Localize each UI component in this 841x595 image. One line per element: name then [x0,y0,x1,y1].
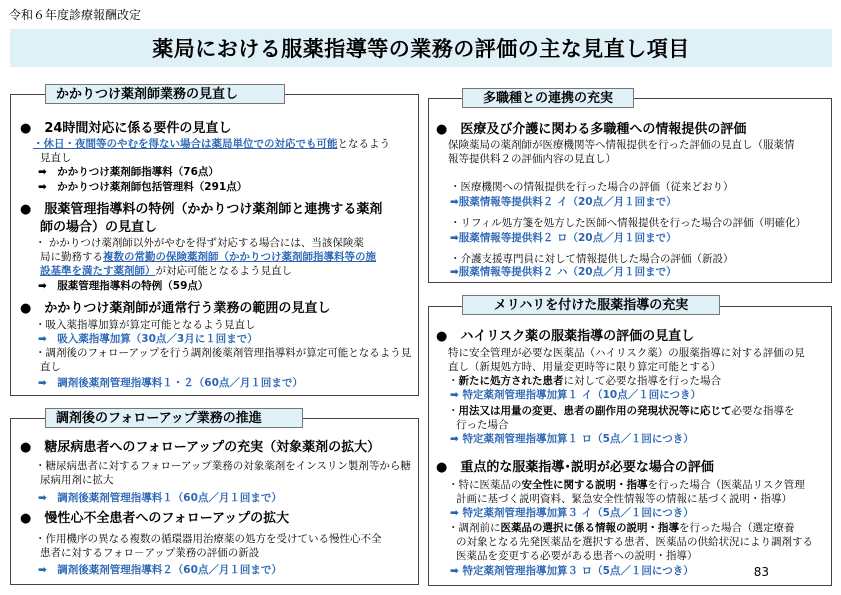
merihari-s2-line2: 計画に基づく説明資料、緊急安全性情報等の情報に基づく説明・指導） [456,493,792,505]
kakaritsuke-s2-line1: ・ かかりつけ薬剤師以外がやむを得ず対応する場合には、当該保険薬 [35,237,364,249]
kakaritsuke-s3-line1: ・吸入薬指導加算が算定可能となるよう見直し [35,319,256,331]
merihari-s2-point1: ➡ 特定薬剤管理指導加算３ イ（5点／１回につき） [450,507,694,519]
followup-s2-heading: ● 慢性心不全患者へのフォローアップの拡大 [20,511,290,526]
merihari-s1-line4 [448,404,795,418]
merihari-s1-line4-bullet: ・ [448,405,459,417]
merihari-s1-line3-emphasis: 新たに処方された患者 [458,375,564,387]
kakaritsuke-s1-line1-highlight: ・休日・夜間等のやむを得ない場合は薬局単位での対応でも可能 [33,138,338,150]
merihari-s2-line3-rest: を行った場合（選定療養 [679,522,795,534]
kakaritsuke-s1-point2: ➡ かかりつけ薬剤師包括管理料（291点） [38,181,248,193]
revision-year-label: 令和６年度診療報酬改定 [9,8,142,22]
merihari-s2-heading: ● 重点的な服薬指導･説明が必要な場合の評価 [436,460,714,475]
tashokushu-item1: ・医療機関への情報提供を行った場合の評価（従来どおり） [450,181,734,193]
kakaritsuke-s2-line2 [40,250,376,264]
tashokushu-point3: ➡服薬情報等提供料２ ハ（20点／月１回まで） [450,266,677,278]
merihari-s2-line3-emphasis: 医薬品の選択に係る情報の説明・指導 [500,522,679,534]
followup-s2-line1: ・作用機序の異なる複数の循環器用治療薬の処方を受けている慢性心不全 [35,533,382,545]
merihari-s1-line3-bullet: ・ [448,375,459,387]
merihari-s2-line1-rest: を行った場合（医薬品リスク管理 [647,479,805,491]
kakaritsuke-s2-heading-1: ● 服薬管理指導料の特例（かかりつけ薬剤師と連携する薬剤 [20,202,383,217]
merihari-s2-line3 [448,521,795,535]
merihari-s2-line1 [448,478,805,492]
merihari-s1-line2: 直し（新規処方時、用量変更時等に限り算定可能とする） [448,361,721,373]
merihari-s2-line1-emphasis: 安全性に関する説明・指導 [521,479,648,491]
followup-s1-point1: ➡ 調剤後薬剤管理指導料１（60点／月１回まで） [38,492,282,504]
merihari-s2-line3-lead: ・調剤前に [448,522,501,534]
page-number: 83 [753,565,769,579]
kakaritsuke-s1-point1: ➡ かかりつけ薬剤師指導料（76点） [38,166,219,178]
page-title: 薬局における服薬指導等の業務の評価の主な見直し項目 [152,37,690,61]
tashokushu-s1-heading: ● 医療及び介護に関わる多職種への情報提供の評価 [436,122,747,137]
merihari-s1-line4-emphasis: 用法又は用量の変更、患者の副作用の発現状況等に応じて [458,405,732,417]
merihari-s1-line4-rest: 必要な指導を [731,405,795,417]
kakaritsuke-s2-line3-rest: が対応可能となるよう見直し [155,265,292,277]
merihari-s1-line1: 特に安全管理が必要な医薬品（ハイリスク薬）の服薬指導に対する評価の見 [448,347,805,359]
merihari-s1-point2: ➡ 特定薬剤管理指導加算１ ロ（5点／１回につき） [450,433,694,445]
tashokushu-point1: ➡服薬情報等提供料２ イ（20点／月１回まで） [450,196,677,208]
kakaritsuke-s1-line2: 見直し [40,152,72,164]
merihari-s1-line3-rest: に対して必要な指導を行った場合 [563,375,721,387]
followup-s2-point1: ➡ 調剤後薬剤管理指導料２（60点／月１回まで） [38,564,282,576]
merihari-s1-point1: ➡ 特定薬剤管理指導加算１ イ（10点／１回につき） [450,389,702,401]
tashokushu-point2: ➡服薬情報等提供料２ ロ（20点／月１回まで） [450,232,677,244]
followup-s1-heading: ● 糖尿病患者へのフォローアップの充実（対象薬剤の拡大） [20,440,381,455]
kakaritsuke-s3-point1: ➡ 吸入薬指導加算（30点／3月に１回まで） [38,333,258,345]
followup-box-title: 調剤後のフォローアップ業務の推進 [45,408,303,428]
tashokushu-s1-line2: 報等提供料２の評価内容の見直し） [448,153,616,165]
tashokushu-s1-line1: 保険薬局の薬剤師が医療機関等へ情報提供を行った評価の見直し（服薬情 [448,139,795,151]
merihari-s2-line5: 医薬品を変更する必要がある患者への説明・指導） [456,550,698,562]
kakaritsuke-s3-line3: 直し [40,361,61,373]
kakaritsuke-s2-line2-lead: 局に勤務する [40,251,103,263]
tashokushu-box-title: 多職種との連携の充実 [462,88,634,108]
kakaritsuke-s3-point2: ➡ 調剤後薬剤管理指導料１・２（60点／月１回まで） [38,377,303,389]
kakaritsuke-s2-line2-highlight: 複数の常勤の保険薬剤師（かかりつけ薬剤師指導料等の施 [103,251,376,263]
kakaritsuke-s2-heading-2: 師の場合）の見直し [40,220,158,235]
followup-s1-line1: ・糖尿病患者に対するフォローアップ業務の対象薬剤をインスリン製剤等から糖 [35,460,411,472]
kakaritsuke-s2-line3 [40,264,292,278]
kakaritsuke-s1-heading: ● 24時間対応に係る要件の見直し [20,121,232,136]
tashokushu-item2: ・リフィル処方箋を処方した医師へ情報提供を行った場合の評価（明確化） [450,217,807,229]
kakaritsuke-box-title: かかりつけ薬剤師業務の見直し [45,84,285,104]
tashokushu-item3: ・介護支援専門員に対して情報提供した場合の評価（新設） [450,253,734,265]
merihari-s1-line5: 行った場合 [456,419,509,431]
merihari-s1-line3 [448,374,721,388]
kakaritsuke-s3-heading: ● かかりつけ薬剤師が通常行う業務の範囲の見直し [20,301,331,316]
merihari-box-title: メリハリを付けた服薬指導の充実 [462,295,720,315]
kakaritsuke-s2-line3-highlight: 設基準を満たす薬剤師） [40,265,156,277]
kakaritsuke-s2-point1: ➡ 服薬管理指導料の特例（59点） [38,280,209,292]
title-bar [10,29,832,67]
kakaritsuke-s1-line1-rest: となるよう [337,138,390,150]
merihari-s1-heading: ● ハイリスク薬の服薬指導の評価の見直し [436,329,695,344]
followup-s1-line2: 尿病用剤に拡大 [40,474,114,486]
kakaritsuke-s3-line2: ・調剤後のフォローアップを行う調剤後薬剤管理指導料が算定可能となるよう見 [35,347,412,359]
kakaritsuke-s1-line1 [33,137,390,151]
merihari-s2-line4: の対象となる先発医薬品を選択する患者、医薬品の供給状況により調剤する [456,536,813,548]
merihari-s2-point2: ➡ 特定薬剤管理指導加算３ ロ（5点／１回につき） [450,565,694,577]
merihari-s2-line1-lead: ・特に医薬品の [448,479,522,491]
followup-s2-line2: 患者に対するフォロ－アップ業務の評価の新設 [40,547,260,559]
